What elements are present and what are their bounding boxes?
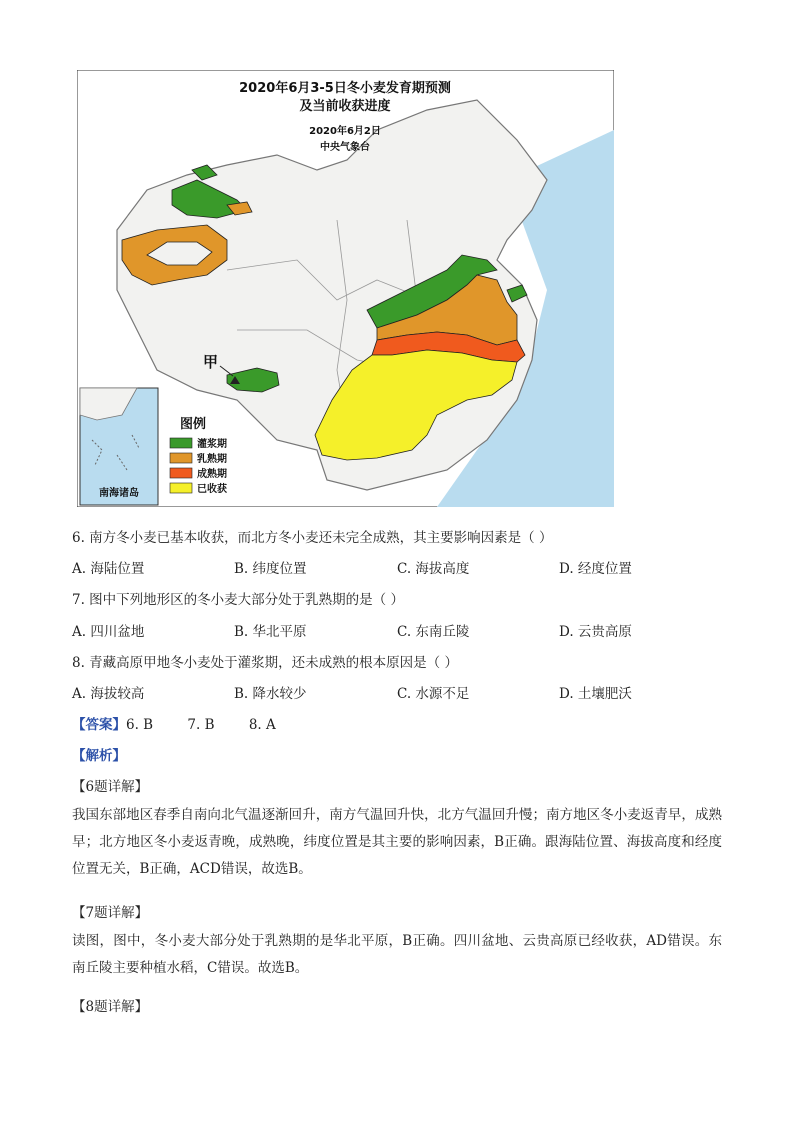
legend-label-harvested: 已收获 — [197, 484, 227, 495]
detail-7-heading: 【7题详解】 — [72, 905, 149, 921]
question-7-stem: 7. 图中下列地形区的冬小麦大部分处于乳熟期的是（ ） — [72, 592, 404, 608]
legend-label-milk: 乳熟期 — [197, 454, 227, 465]
q7-option-b[interactable]: B. 华北平原 — [234, 624, 307, 640]
map-date: 2020年6月2日 — [309, 126, 381, 137]
question-6-stem: 6. 南方冬小麦已基本收获，而北方冬小麦还未完全成熟，其主要影响因素是（ ） — [72, 530, 553, 546]
q7-option-c[interactable]: C. 东南丘陵 — [397, 624, 470, 640]
analysis-label — [72, 744, 126, 764]
legend-label-mature: 成熟期 — [197, 469, 227, 480]
q8-option-a[interactable]: A. 海拔较高 — [72, 686, 145, 702]
q7-option-d[interactable]: D. 云贵高原 — [559, 624, 632, 640]
answer-line — [72, 713, 276, 733]
map-title-line2: 及当前收获进度 — [299, 99, 391, 114]
legend-swatch-mature — [170, 468, 192, 478]
q6-option-d[interactable]: D. 经度位置 — [559, 561, 632, 577]
q8-option-b[interactable]: B. 降水较少 — [234, 686, 307, 702]
detail-7-body: 读图，图中，冬小麦大部分处于乳熟期的是华北平原，B正确。四川盆地、云贵高原已经收获，AD错误。东南丘陵主要种植水稻，C错误。故选B。 — [72, 933, 722, 976]
question-8-options — [72, 682, 722, 702]
q8-option-d[interactable]: D. 土壤肥沃 — [559, 686, 632, 702]
detail-8-heading: 【8题详解】 — [72, 999, 149, 1015]
inset-label: 南海诸岛 — [99, 488, 139, 499]
q7-option-a[interactable]: A. 四川盆地 — [72, 624, 145, 640]
detail-6-body: 我国东部地区春季自南向北气温逐渐回升，南方气温回升快，北方气温回升慢；南方地区冬小麦返青早，成熟早；北方地区冬小麦返青晚，成熟晚，纬度位置是其主要的影响因素，B正确。跟海陆位置、海拔高度和经度位置无关，B正确，ACD错误，故选B。 — [72, 807, 722, 877]
wheat-map — [77, 70, 614, 507]
answer-label: 【答案】 — [72, 717, 126, 733]
wheat-map-figure — [77, 70, 614, 507]
jia-label: 甲 — [203, 353, 219, 371]
question-7-options — [72, 620, 722, 640]
analysis-label-text: 【解析】 — [72, 748, 126, 764]
q6-option-b[interactable]: B. 纬度位置 — [234, 561, 307, 577]
q8-option-c[interactable]: C. 水源不足 — [397, 686, 470, 702]
q6-option-a[interactable]: A. 海陆位置 — [72, 561, 145, 577]
map-agency: 中央气象台 — [320, 142, 370, 153]
legend-title: 图例 — [180, 417, 207, 432]
question-8-stem: 8. 青藏高原甲地冬小麦处于灌浆期，还未成熟的根本原因是（ ） — [72, 655, 458, 671]
detail-6-heading: 【6题详解】 — [72, 779, 149, 795]
legend-swatch-milk — [170, 453, 192, 463]
question-6-options — [72, 557, 722, 577]
south-china-sea-inset — [80, 388, 158, 505]
legend-swatch-grainfill — [170, 438, 192, 448]
legend-swatch-harvested — [170, 483, 192, 493]
map-title-line1: 2020年6月3-5日冬小麦发育期预测 — [239, 81, 451, 96]
legend-label-grainfill: 灌浆期 — [197, 439, 227, 450]
answer-values: 6. B 7. B 8. A — [126, 717, 276, 733]
q6-option-c[interactable]: C. 海拔高度 — [397, 561, 470, 577]
